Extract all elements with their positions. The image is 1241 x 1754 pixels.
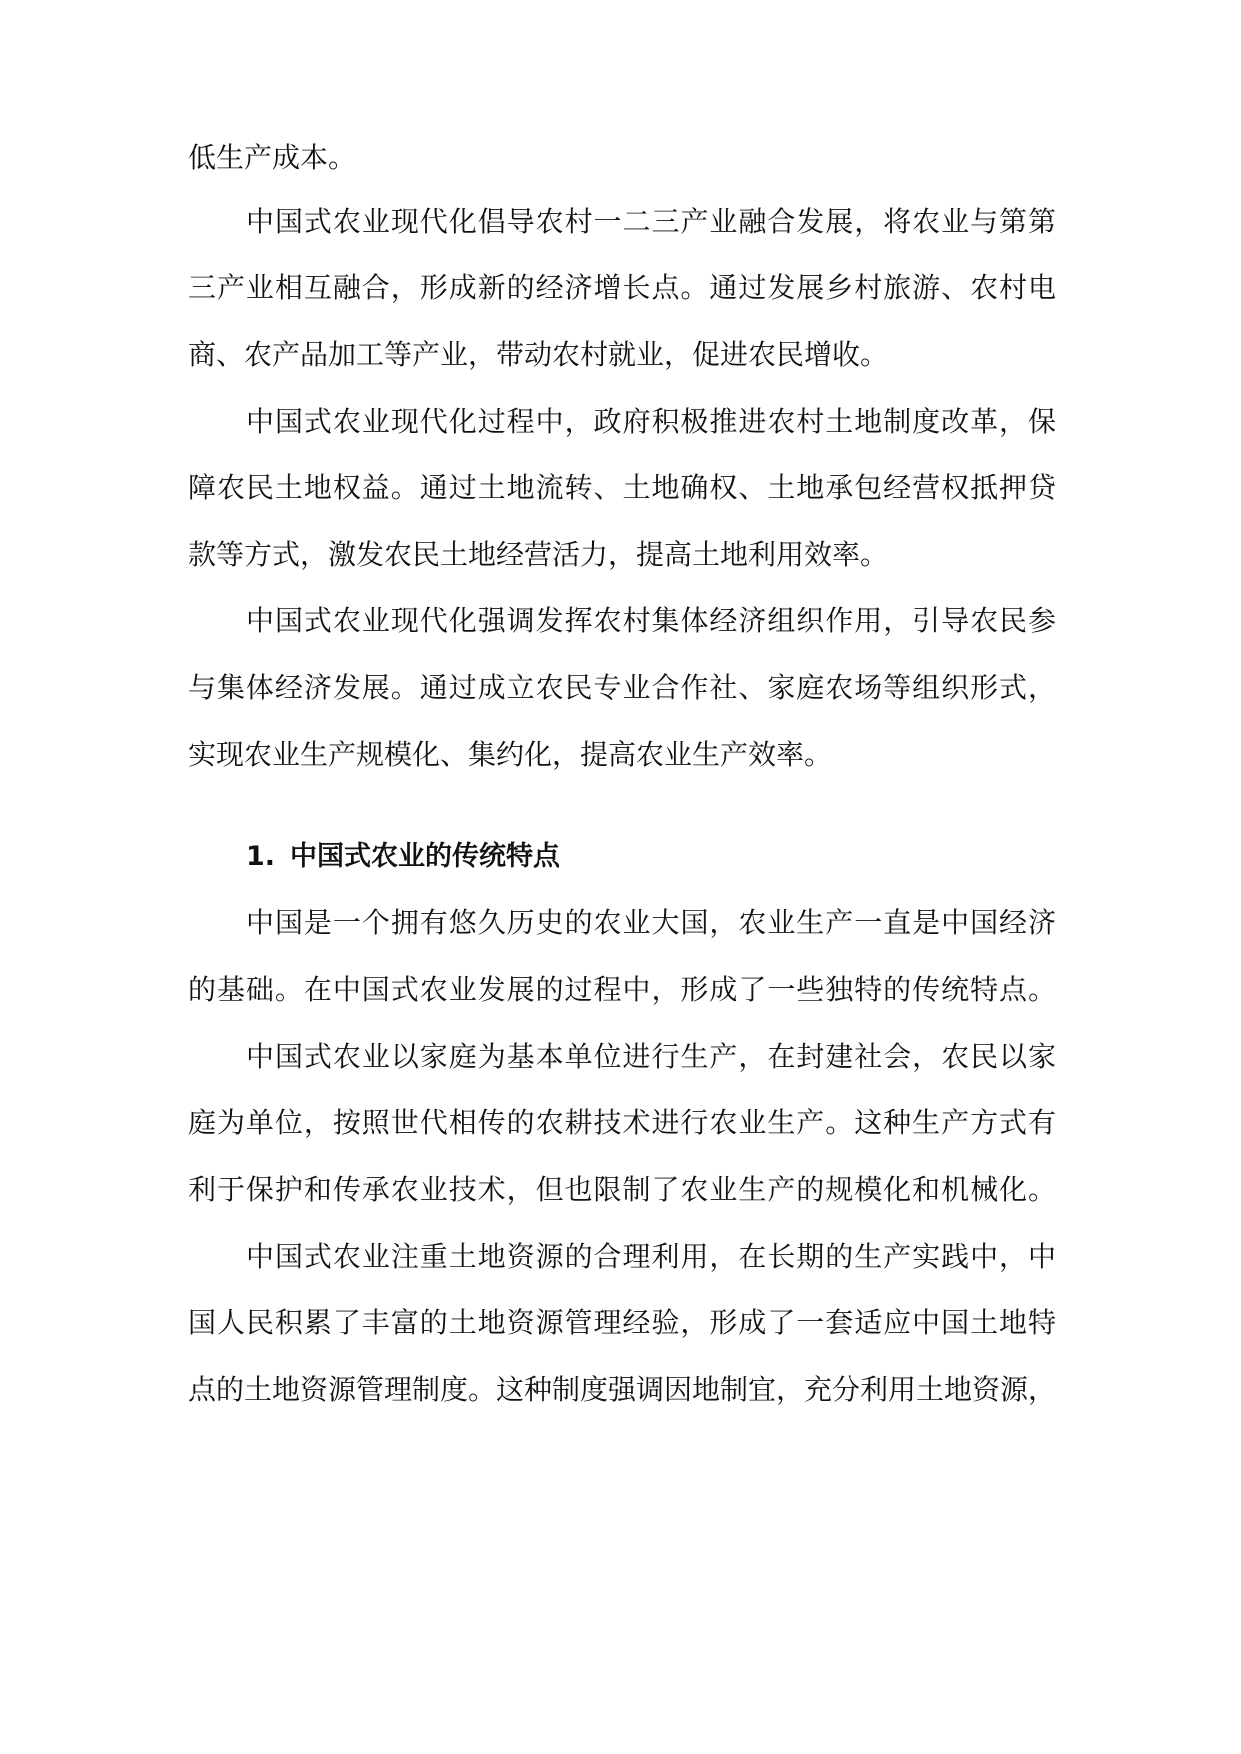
paragraph-line: 中国式农业现代化强调发挥农村集体经济组织作用，引导农民参 <box>246 604 1057 637</box>
paragraph-line: 实现农业生产规模化、集约化，提高农业生产效率。 <box>188 738 833 771</box>
paragraph-line: 中国式农业注重土地资源的合理利用，在长期的生产实践中，中 <box>246 1240 1057 1273</box>
paragraph-line: 的基础。在中国式农业发展的过程中，形成了一些独特的传统特点。 <box>188 973 1057 1006</box>
paragraph-line: 低生产成本。 <box>188 141 357 174</box>
paragraph-line: 中国式农业现代化倡导农村一二三产业融合发展，将农业与第第 <box>246 205 1057 238</box>
paragraph-line: 国人民积累了丰富的土地资源管理经验，形成了一套适应中国土地特 <box>188 1306 1057 1339</box>
paragraph-line: 三产业相互融合，形成新的经济增长点。通过发展乡村旅游、农村电 <box>188 271 1057 304</box>
paragraph-line: 与集体经济发展。通过成立农民专业合作社、家庭农场等组织形式， <box>188 671 1057 704</box>
section-number: 1. <box>246 841 276 872</box>
paragraph-line: 中国是一个拥有悠久历史的农业大国，农业生产一直是中国经济 <box>246 906 1057 939</box>
paragraph-line: 点的土地资源管理制度。这种制度强调因地制宜，充分利用土地资源， <box>188 1373 1057 1406</box>
paragraph-line: 中国式农业以家庭为基本单位进行生产，在封建社会，农民以家 <box>246 1040 1057 1073</box>
paragraph-line: 庭为单位，按照世代相传的农耕技术进行农业生产。这种生产方式有 <box>188 1106 1057 1139</box>
paragraph-line: 款等方式，激发农民土地经营活力，提高土地利用效率。 <box>188 538 889 571</box>
paragraph-line: 障农民土地权益。通过土地流转、土地确权、土地承包经营权抵押贷 <box>188 471 1057 504</box>
section-title: 中国式农业的传统特点 <box>290 841 560 872</box>
paragraph-line: 中国式农业现代化过程中，政府积极推进农村土地制度改革，保 <box>246 405 1057 438</box>
paragraph-line: 利于保护和传承农业技术，但也限制了农业生产的规模化和机械化。 <box>188 1173 1057 1206</box>
paragraph-line: 商、农产品加工等产业，带动农村就业，促进农民增收。 <box>188 338 889 371</box>
section-heading <box>246 842 560 872</box>
